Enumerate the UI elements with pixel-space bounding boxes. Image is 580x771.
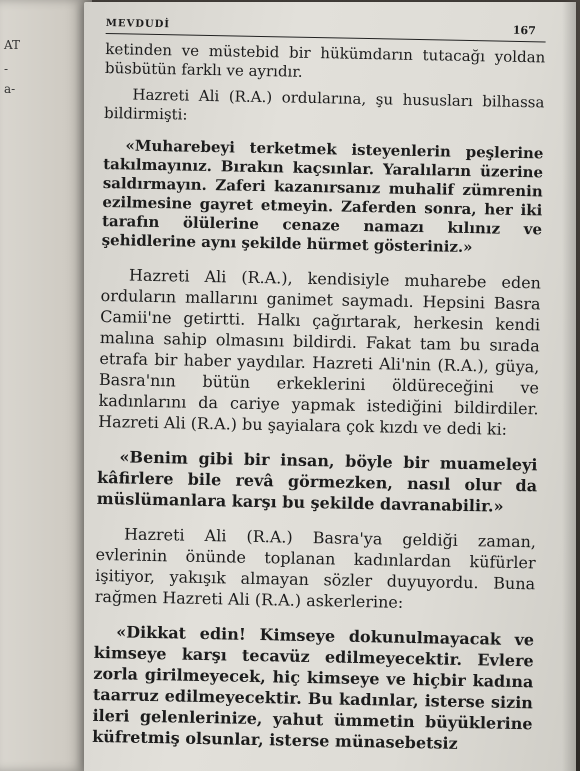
book-page: [84, 2, 576, 771]
page-number: 167: [512, 23, 536, 38]
quote-block-3: «Dikkat edin! Kimseye dokunulmayacak ve kimseye karşı tecavüz edilmeyecektir. Evlere zorla girilmeyecek, hiç kimseye ve hiçbir kadına taarruz edilmeyecektir. Bu kadınlar, isterse sizin ileri gelenlerinize, yahut ümmetin büyüklerine küfretmiş olsunlar, isterse münasebetsiz: [91, 622, 535, 754]
paragraph-body-2: Hazreti Ali (R.A.) Basra'ya geldiği zaman, evlerinin önünde toplanan kadınlardan küfürler işitiyor, yakışık almayan sözler duyuyordu. Buna rağmen Hazreti Ali (R.A.) askerlerine:: [94, 524, 537, 613]
prev-page-fragment: a-: [4, 82, 16, 96]
paragraph-body: Hazreti Ali (R.A.), kendisiyle muharebe eden orduların mallarını ganimet saymadı. Hepsini Basra Camii'ne getirtti. Halkı çağırtarak, herkesin kendi malına sahip olmasını bildirdi. Fakat tam bu sırada etrafa bir haber yaydılar. Hazreti Ali'nin (R.A.), güya, Basra'nın bütün erkeklerini öldüreceğini ve kadınlarını da cariye yapmak istediğini bildirdiler. Hazreti Ali (R.A.) bu şayialara çok kızdı ve dedi ki:: [98, 265, 542, 440]
quote-block-1: «Muharebeyi terketmek isteyenlerin peşlerine takılmayınız. Bırakın kaçsınlar. Yaralıların üzerine saldırmayın. Zaferi kazanırsanız muhalif zümrenin ezilmesine gayret etmeyin. Zaferden sonra, her iki tarafın ölülerine cenaze namazı kılınız ve şehidlerine aynı şekilde hürmet gösteriniz.»: [101, 136, 544, 257]
page-edge-shadow: [562, 2, 576, 771]
paragraph-intro: Hazreti Ali (R.A.) ordularına, şu hususları bilhassa bildirmişti:: [103, 85, 545, 124]
page-content: [92, 16, 546, 756]
prev-page-fragment: -: [4, 62, 9, 76]
quote-block-2: «Benim gibi bir insan, böyle bir muameleyi kâfirlere bile revâ görmezken, nasıl olur da müslümanlara karşı bu şekilde davranabilir.»: [96, 447, 538, 517]
previous-page-edge: [0, 0, 92, 771]
prev-page-fragment: AT: [4, 38, 21, 52]
running-title: MEVDUDİ: [105, 17, 171, 31]
running-header: [106, 16, 546, 42]
paragraph-continuation: ketinden ve müstebid bir hükümdarın tutacağı yoldan büsbütün farklı ve ayrıdır.: [104, 39, 546, 81]
